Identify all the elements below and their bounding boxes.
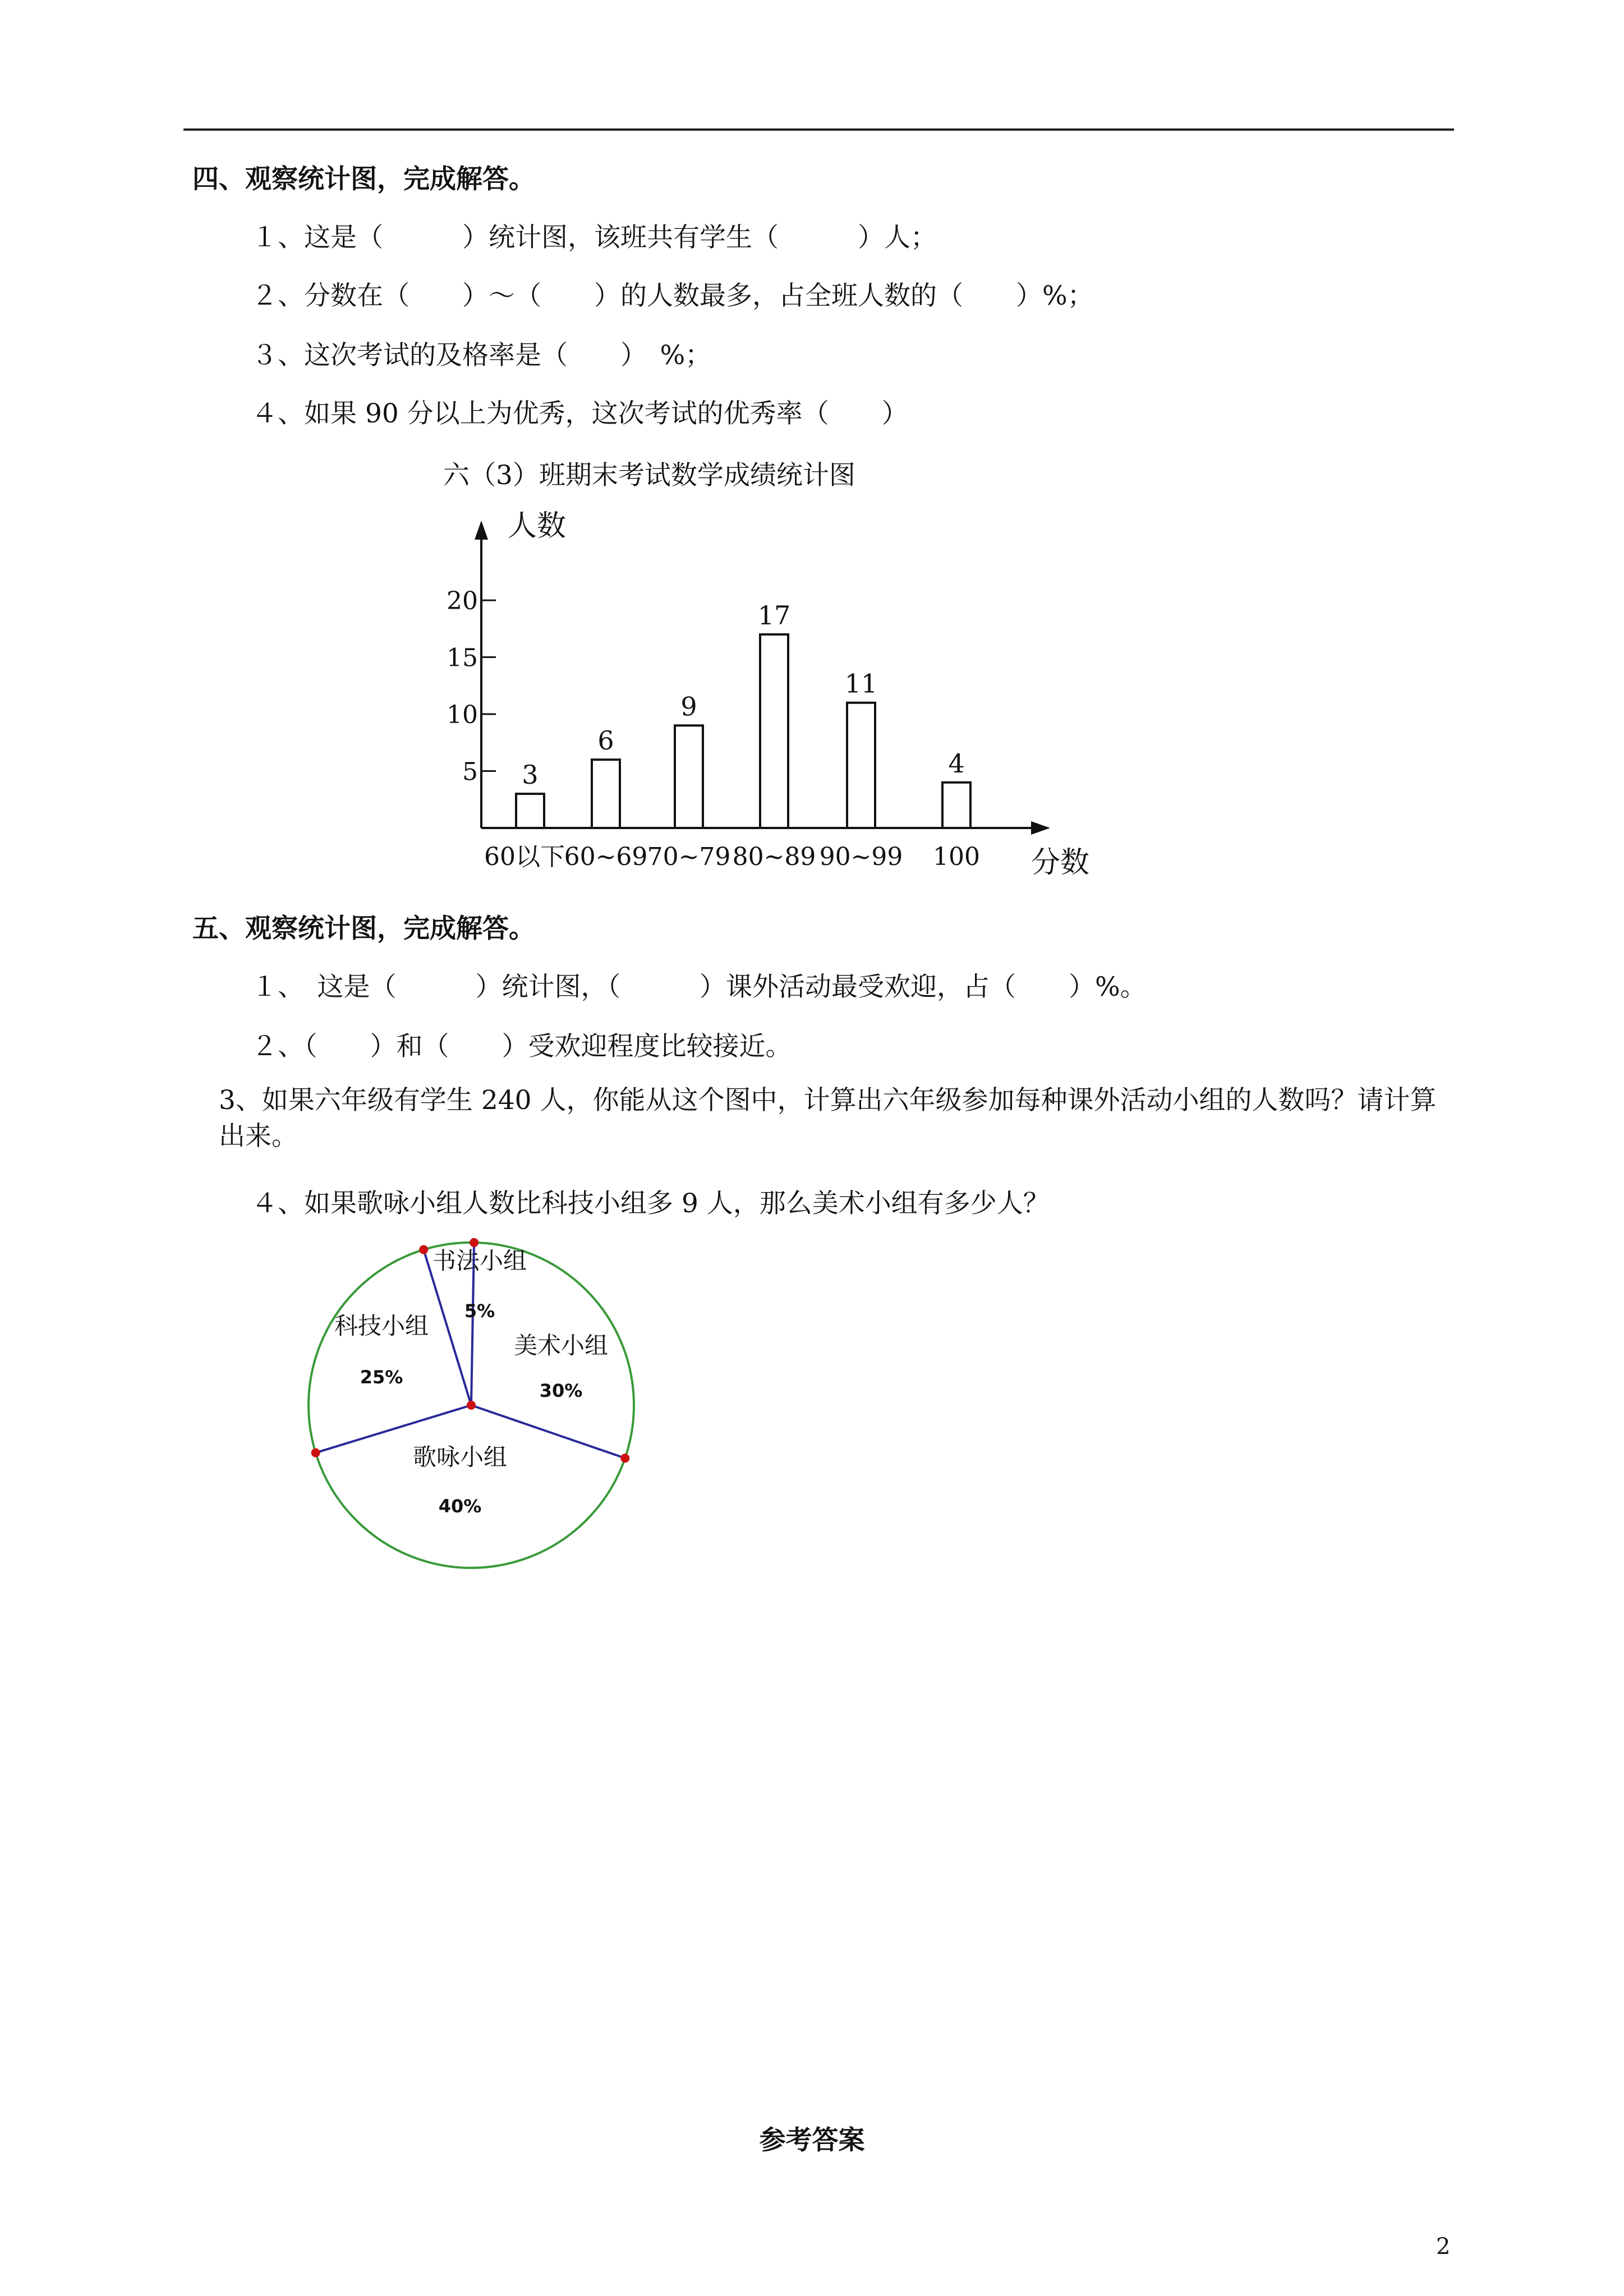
pie-edge-dot bbox=[419, 1245, 428, 1254]
y-tick-label: 15 bbox=[447, 643, 478, 673]
pie-edge-dot bbox=[470, 1238, 479, 1247]
section4-heading: 四、观察统计图，完成解答。 bbox=[192, 164, 535, 195]
section5-question-3: 3、如果六年级有学生 240 人，你能从这个图中，计算出六年级参加每种课外活动小组的人数吗？请计算出来。 bbox=[219, 1085, 1437, 1152]
x-tick-label: 60以下 bbox=[484, 843, 565, 871]
x-tick-label: 80~89 bbox=[732, 843, 816, 871]
section4-question-3: ３、这次考试的及格率是（ ） %； bbox=[251, 340, 712, 371]
section4-question-4: ４、如果 90 分以上为优秀，这次考试的优秀率（ ） bbox=[251, 398, 908, 429]
y-tick-label: 5 bbox=[462, 757, 478, 786]
pie-slice-label: 书法小组 bbox=[432, 1247, 527, 1274]
bar-value-label: 11 bbox=[844, 668, 878, 699]
section5-question-4: ４、如果歌咏小组人数比科技小组多 9 人，那么美术小组有多少人？ bbox=[251, 1188, 1050, 1219]
y-tick-label: 10 bbox=[447, 701, 478, 730]
page-number: 2 bbox=[1436, 2234, 1451, 2260]
y-axis-label: 人数 bbox=[508, 509, 567, 543]
x-tick-label: 70~79 bbox=[647, 843, 731, 871]
x-tick-label: 90~99 bbox=[819, 843, 903, 871]
bar-value-label: 6 bbox=[597, 725, 614, 756]
answer-title: 参考答案 bbox=[759, 2125, 865, 2156]
pie-slice-value: 30% bbox=[539, 1380, 583, 1401]
bar-value-label: 4 bbox=[948, 748, 965, 779]
pie-center-dot bbox=[467, 1401, 476, 1410]
y-tick-label: 20 bbox=[447, 587, 478, 616]
x-axis-label: 分数 bbox=[1031, 846, 1090, 880]
section4-question-2: ２、分数在（ ）～（ ）的人数最多，占全班人数的（ ）%； bbox=[251, 280, 1094, 311]
pie-edge-dot bbox=[620, 1453, 629, 1462]
pie-slice-label: 歌咏小组 bbox=[412, 1443, 508, 1471]
section5-question-1: １、 这是（ ）统计图，（ ）课外活动最受欢迎，占（ ）%。 bbox=[251, 972, 1147, 1002]
section4-question-1: １、这是（ ）统计图，该班共有学生（ ）人； bbox=[251, 222, 937, 253]
pie-slice-value: 5% bbox=[464, 1300, 495, 1322]
pie-slice-value: 40% bbox=[438, 1496, 482, 1517]
x-tick-label: 60~69 bbox=[564, 843, 648, 871]
section5-heading: 五、观察统计图，完成解答。 bbox=[192, 913, 535, 944]
pie-slice-label: 美术小组 bbox=[513, 1332, 609, 1359]
section5-question-2: ２、（ ）和（ ）受欢迎程度比较接近。 bbox=[251, 1031, 792, 1062]
bar-value-label: 3 bbox=[522, 760, 539, 790]
pie-slice-value: 25% bbox=[360, 1366, 403, 1388]
bar-chart-title: 六（3）班期末考试数学成绩统计图 bbox=[443, 460, 855, 491]
pie-edge-dot bbox=[311, 1448, 320, 1457]
x-tick-label: 100 bbox=[933, 843, 980, 871]
pie-slice-label: 科技小组 bbox=[334, 1312, 429, 1340]
bar-value-label: 17 bbox=[757, 600, 791, 631]
bar-value-label: 9 bbox=[680, 691, 697, 722]
